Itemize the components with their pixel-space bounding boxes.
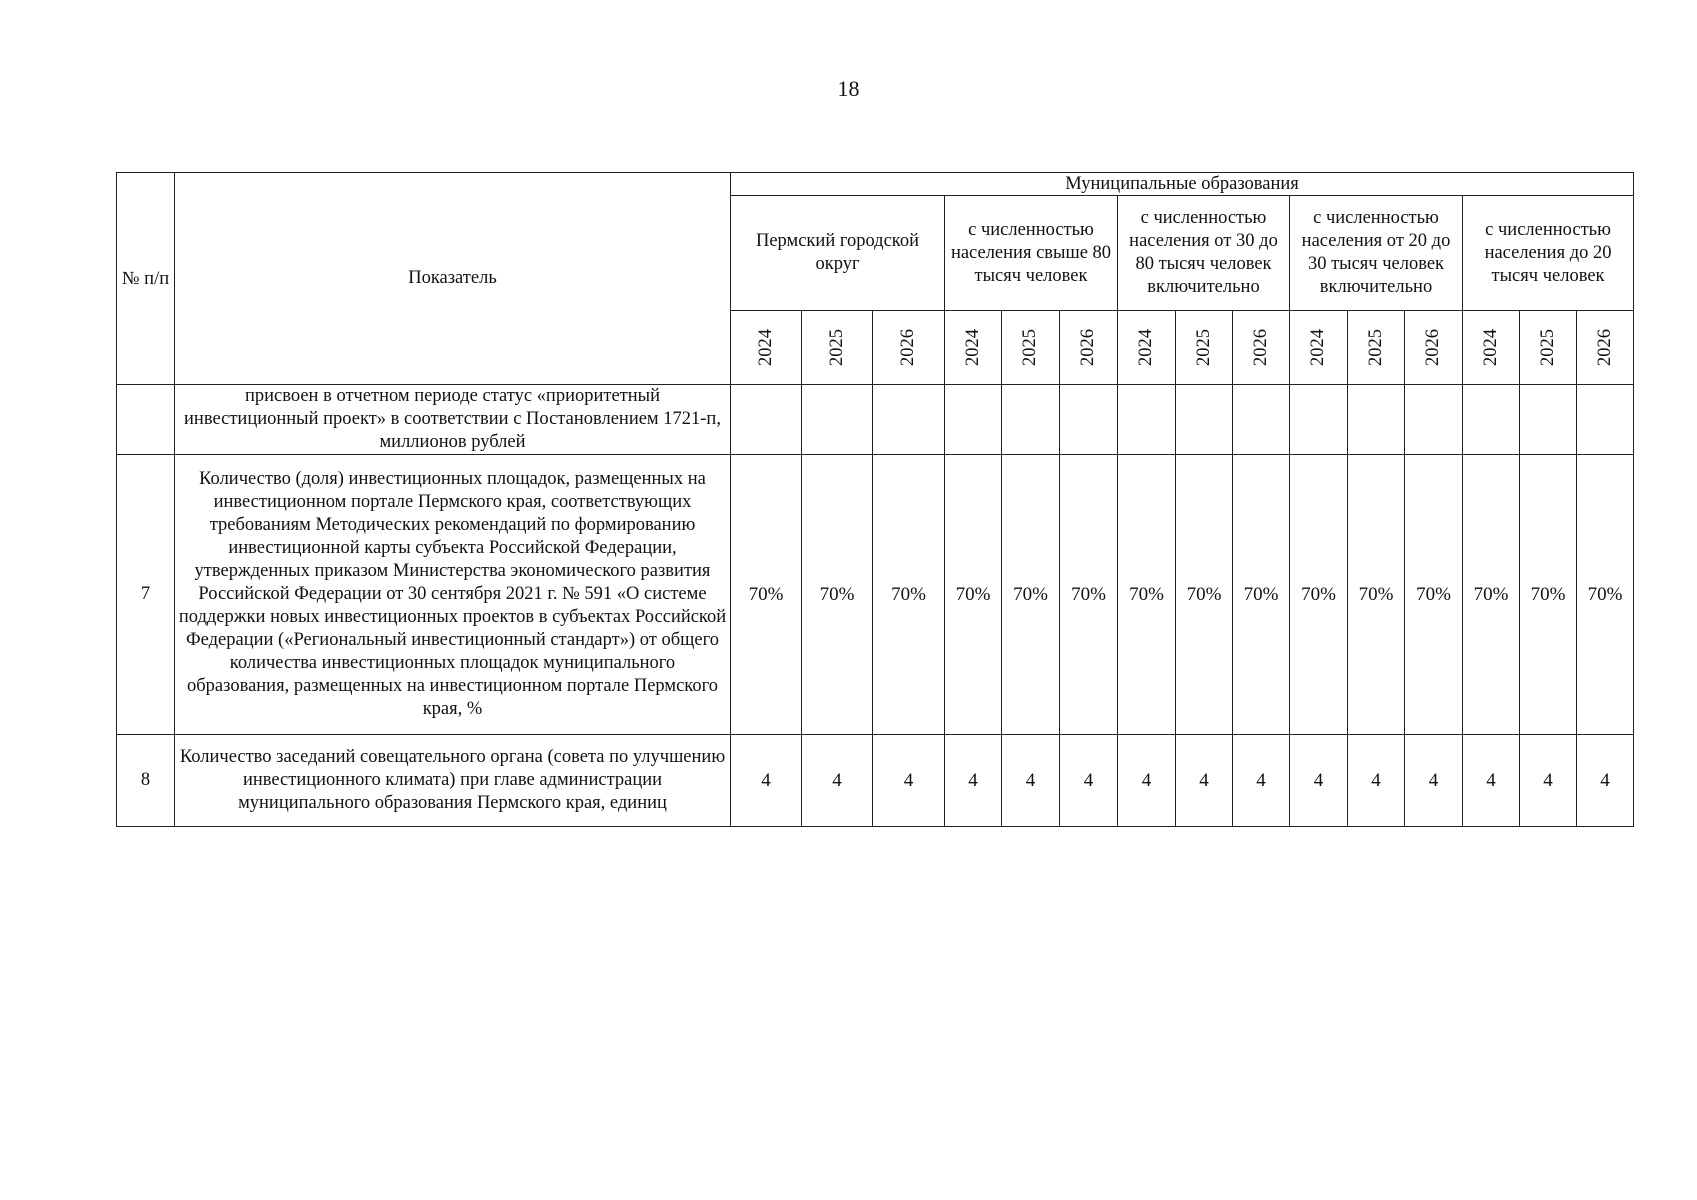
value-cell: 70% [1463,455,1520,735]
value-cell: 70% [1176,455,1233,735]
value-cell [1118,385,1176,455]
year-header: 2026 [1060,311,1118,385]
value-cell: 4 [1118,735,1176,827]
value-cell: 4 [873,735,945,827]
value-cell: 70% [945,455,1002,735]
value-cell: 70% [1520,455,1577,735]
value-cell: 4 [1520,735,1577,827]
value-cell: 4 [1176,735,1233,827]
value-cell: 4 [1002,735,1060,827]
table-row [117,735,1634,827]
value-cell [1348,385,1405,455]
year-header: 2024 [1290,311,1348,385]
header-group-over-80k: с численностью населения свыше 80 тысяч человек [945,196,1118,311]
value-cell [1233,385,1290,455]
value-cell: 70% [1290,455,1348,735]
year-header: 2025 [1348,311,1405,385]
value-cell: 70% [802,455,873,735]
table-row [117,385,1634,455]
row-number: 8 [117,735,175,827]
value-cell: 70% [1118,455,1176,735]
value-cell: 4 [1233,735,1290,827]
year-header: 2025 [1176,311,1233,385]
value-cell: 4 [1405,735,1463,827]
year-header: 2026 [1405,311,1463,385]
year-header: 2024 [1118,311,1176,385]
value-cell: 4 [1290,735,1348,827]
row-number: 7 [117,455,175,735]
value-cell: 70% [1405,455,1463,735]
row-number [117,385,175,455]
value-cell: 4 [1577,735,1634,827]
value-cell [945,385,1002,455]
indicators-table [116,172,1634,827]
value-cell [1405,385,1463,455]
value-cell [1290,385,1348,455]
page-number: 18 [837,76,860,101]
header-group-perm: Пермский городской округ [731,196,945,311]
indicator-text: Количество (доля) инвестиционных площадок, размещенных на инвестиционном портале Пермского края, соответствующих требованиям Методических рекомендаций по формированию инвестиционной карты субъекта Российской Федерации, утвержденных приказом Министерства экономического развития Российской Федерации от 30 сентября 2021 г. № 591 «О системе поддержки новых инвестиционных проектов в субъектах Российской Федерации («Региональный инвестиционный стандарт») от общего количества инвестиционных площадок муниципального образования, размещенных на инвестиционном портале Пермского края, % [175,455,731,735]
year-header: 2025 [1002,311,1060,385]
year-header: 2025 [1520,311,1577,385]
header-group-30-80k: с численностью населения от 30 до 80 тысяч человек включительно [1118,196,1290,311]
header-group-20-30k: с численностью населения от 20 до 30 тысяч человек включительно [1290,196,1463,311]
header-municipalities: Муниципальные образования [731,173,1634,196]
value-cell [1577,385,1634,455]
value-cell [873,385,945,455]
header-indicator-column: Показатель [175,173,731,385]
value-cell [1002,385,1060,455]
value-cell: 4 [731,735,802,827]
table-row [117,455,1634,735]
year-header: 2026 [873,311,945,385]
year-header: 2024 [731,311,802,385]
indicator-text: Количество заседаний совещательного органа (совета по улучшению инвестиционного климата) при главе администрации муниципального образования Пермского края, единиц [175,735,731,827]
value-cell [1463,385,1520,455]
header-number-column: № п/п [117,173,175,385]
value-cell: 4 [1060,735,1118,827]
header-group-under-20k: с численностью населения до 20 тысяч человек [1463,196,1634,311]
value-cell: 4 [802,735,873,827]
value-cell: 4 [1348,735,1405,827]
year-header: 2026 [1233,311,1290,385]
value-cell: 70% [1577,455,1634,735]
year-header: 2026 [1577,311,1634,385]
value-cell [731,385,802,455]
value-cell: 70% [731,455,802,735]
value-cell [1520,385,1577,455]
year-header: 2025 [802,311,873,385]
value-cell: 70% [1233,455,1290,735]
value-cell: 70% [1002,455,1060,735]
value-cell: 4 [945,735,1002,827]
value-cell: 70% [873,455,945,735]
indicator-text: присвоен в отчетном периоде статус «приоритетный инвестиционный проект» в соответствии с Постановлением 1721-п, миллионов рублей [175,385,731,455]
value-cell: 70% [1348,455,1405,735]
value-cell: 70% [1060,455,1118,735]
year-header: 2024 [945,311,1002,385]
value-cell [1176,385,1233,455]
year-header: 2024 [1463,311,1520,385]
value-cell: 4 [1463,735,1520,827]
value-cell [802,385,873,455]
value-cell [1060,385,1118,455]
